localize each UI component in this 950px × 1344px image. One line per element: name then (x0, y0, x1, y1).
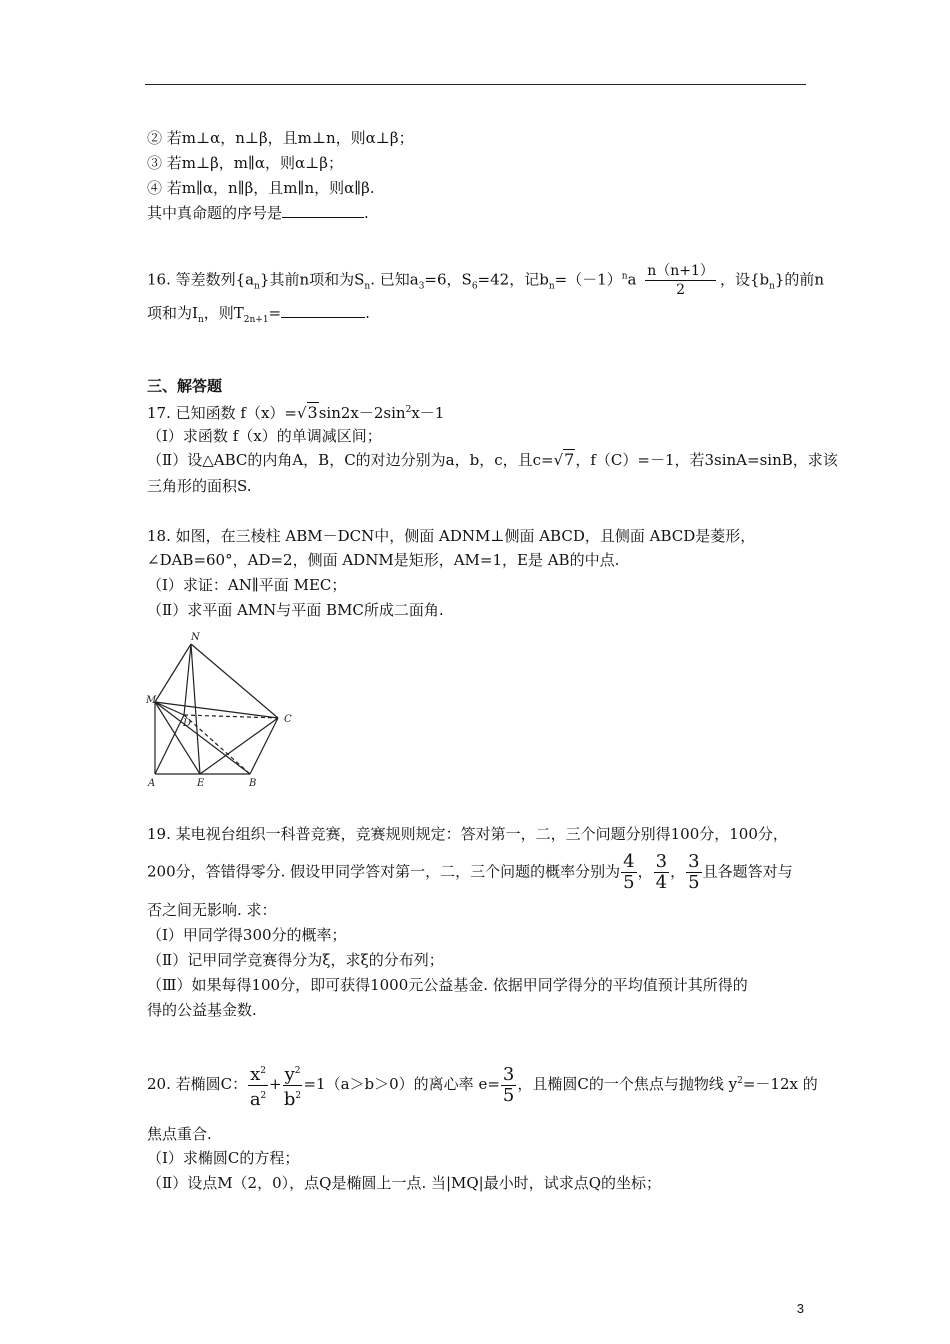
q16-line2: 项和为$I_n$，则$T_{2n+1}=$ . (147, 304, 370, 325)
frac-num: y (284, 1063, 295, 1085)
q20-frac-e (501, 1065, 516, 1106)
q15-answer-prompt: 其中真命题的序号是 (147, 204, 283, 222)
q16-text: ，设{b (719, 270, 770, 289)
q16-answer-blank (281, 303, 365, 318)
q16-fraction (645, 262, 716, 299)
q20-text: ，且椭圆C的一个焦点与抛物线 y (517, 1075, 738, 1093)
q19-frac-1 (621, 852, 636, 893)
q16-sup: n (621, 271, 628, 282)
q17-text: sin2x－2sin (318, 404, 406, 422)
q19-comma: ， (637, 862, 653, 881)
q18-line2: ∠DAB=60°，AD=2，侧面 ADNM是矩形，AM=1，E是 AB的中点. (147, 551, 620, 569)
q16-text: =6，S (424, 270, 472, 289)
q16-sub: n (254, 281, 260, 292)
q18-part1: （Ⅰ）求证：AN∥平面 MEC； (147, 576, 347, 594)
frac-den: 4 (655, 872, 668, 893)
q20-frac-x (248, 1061, 268, 1110)
q16-text: = (268, 304, 282, 322)
q19-text: 且各题答对与 (702, 862, 793, 881)
q20-text: =－12x 的 (742, 1075, 818, 1093)
q20-line2: 焦点重合. (147, 1125, 212, 1143)
prism-figure (146, 630, 304, 788)
q18-part2: （Ⅱ）求平面 AMN与平面 BMC所成二面角. (147, 601, 444, 619)
sup: 2 (737, 1076, 743, 1086)
frac-den: 5 (688, 872, 700, 893)
q16-text: ，则T (203, 304, 244, 322)
q17-text: （Ⅱ）设△ABC的内角A，B，C的对边分别为a，b，c，且c= (147, 451, 554, 469)
page-number: 3 (796, 1301, 804, 1316)
q16-text: =42，记b (477, 270, 549, 289)
edge-NC (191, 644, 278, 718)
plus-sign: + (269, 1075, 282, 1093)
frac-den: 5 (502, 1084, 515, 1106)
q16-sub: n (769, 281, 775, 292)
label-N: N (191, 632, 200, 643)
q19-text: 200分，答错得零分. 假设甲同学答对第一，二，三个问题的概率分别为 (147, 862, 621, 881)
q16-text: 项和为I (147, 304, 198, 322)
q16-sub: n (197, 315, 204, 325)
q15-proposition-3: ③ 若m⊥β，m∥α，则α⊥β； (147, 154, 343, 172)
q19-part3: （Ⅲ）如果每得100分，即可获得1000元公益基金. 依据甲同学得分的平均值预计其所得的 (147, 976, 748, 994)
sup: 2 (260, 1065, 266, 1076)
label-E: E (197, 778, 205, 788)
q19-comma: ， (670, 862, 686, 881)
q15-proposition-2: ② 若m⊥α，n⊥β，且m⊥n，则α⊥β； (147, 129, 414, 147)
q15-proposition-4: ④ 若m∥α，n∥β，且m∥n，则α∥β. (147, 179, 375, 197)
q16-sub: 2n+1 (243, 315, 269, 325)
q16-frac-den: 2 (676, 282, 686, 298)
section-title: 三、解答题 (147, 377, 223, 395)
q20-stem (147, 1058, 818, 1110)
q17-part1: （Ⅰ）求函数 f（x）的单调减区间； (147, 427, 382, 445)
q17-radicand: 7 (564, 450, 575, 469)
frac-den: b (283, 1088, 296, 1110)
q20-text: =1（a＞b＞0）的离心率 e= (303, 1075, 500, 1093)
sup: 2 (260, 1090, 267, 1101)
q18-line1: 18. 如图，在三棱柱 ABM－DCN中，侧面 ADNM⊥侧面 ABCD，且侧面 ABCD是菱形， (147, 527, 756, 545)
q16-text: 16. 等差数列{a (147, 270, 255, 289)
frac-num: 3 (655, 851, 668, 872)
q17-text: 17. 已知函数 f（x）= (147, 404, 297, 422)
q15-answer-blank (282, 203, 364, 218)
label-B: B (249, 778, 257, 788)
sqrt-symbol: √3 (296, 403, 318, 422)
label-D: D (183, 718, 192, 729)
q19-part3-cont: 得的公益基金数. (147, 1001, 257, 1019)
frac-num: x (250, 1063, 261, 1085)
q16-text: a (627, 270, 637, 289)
frac-num: 4 (623, 851, 635, 872)
q16-sub: n (364, 281, 371, 292)
frac-den: 5 (623, 872, 635, 893)
q16-text: =（－1） (554, 270, 622, 289)
q15-answer-line: 其中真命题的序号是 . (147, 204, 369, 222)
q17-text: ，f（C）=－1，若3sinA=sinB，求该 (575, 451, 838, 469)
q17-stem (147, 400, 444, 423)
q17-text: x－1 (411, 404, 445, 422)
q20-text: 20. 若椭圆C： (147, 1075, 248, 1093)
q19-frac-3 (686, 852, 701, 893)
header-rule (145, 84, 806, 85)
frac-num: 3 (688, 851, 700, 872)
q16-text: }的前n (774, 270, 825, 289)
q19-line1: 19. 某电视台组织一科普竞赛，竞赛规则规定：答对第一，二，三个问题分别得100分，100分， (147, 825, 788, 843)
q19-part2: （Ⅱ）记甲同学竞赛得分为ξ，求ξ的分布列； (147, 951, 444, 969)
label-M: M (146, 695, 157, 706)
label-C: C (284, 714, 292, 725)
q20-part2: （Ⅱ）设点M（2，0），点Q是椭圆上一点. 当|MQ|最小时，试求点Q的坐标； (147, 1174, 662, 1192)
q20-frac-y (283, 1061, 303, 1110)
frac-num: 3 (502, 1063, 515, 1085)
frac-den: a (249, 1088, 261, 1110)
q16-sub: n (548, 281, 555, 292)
q17-part2-cont: 三角形的面积S. (147, 477, 252, 495)
edge-NE (191, 644, 200, 774)
label-A: A (148, 778, 156, 788)
edge-AD (155, 715, 184, 774)
edge-BC (250, 718, 278, 774)
sqrt-symbol: √7 (553, 450, 575, 469)
q16-sub: 3 (418, 281, 425, 292)
q16-line1 (147, 262, 824, 299)
q19-line3: 否之间无影响. 求： (147, 901, 277, 919)
q16-text: }其前n项和为S (259, 270, 365, 289)
q16-sub: 6 (471, 281, 478, 292)
q16-text: . 已知a (370, 270, 419, 289)
sup: 2 (294, 1065, 301, 1076)
q19-part1: （Ⅰ）甲同学得300分的概率； (147, 926, 347, 944)
edge-ME (155, 702, 200, 774)
q17-radicand: 3 (307, 403, 318, 422)
q19-frac-2 (654, 852, 669, 893)
q20-part1: （Ⅰ）求椭圆C的方程； (147, 1149, 300, 1167)
q17-sup: 2 (405, 405, 412, 415)
q19-line2 (147, 852, 793, 893)
q16-frac-num: n（n+1） (647, 263, 714, 279)
sup: 2 (295, 1090, 302, 1101)
q17-part2 (147, 450, 838, 470)
